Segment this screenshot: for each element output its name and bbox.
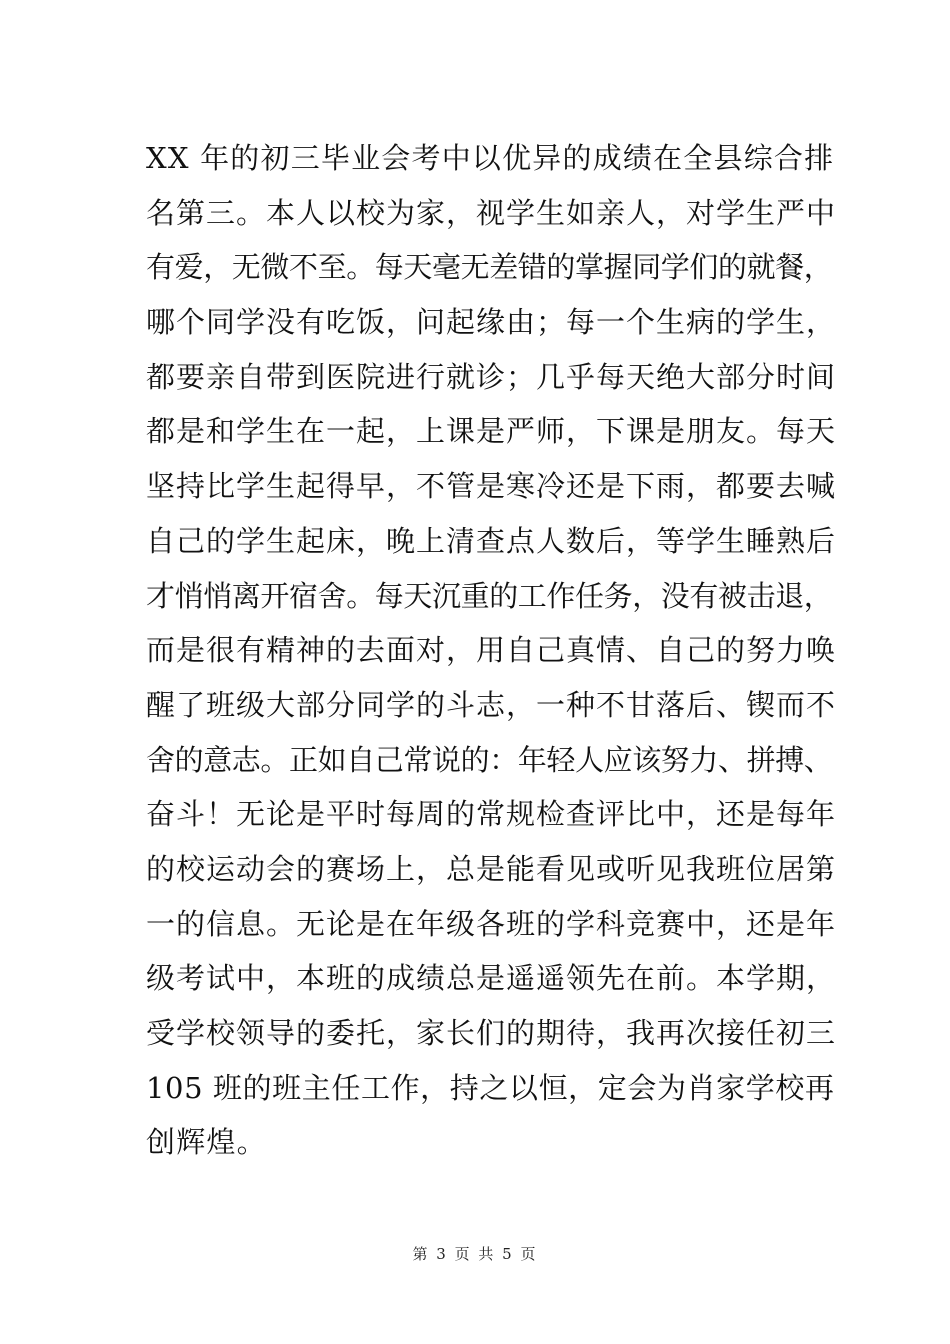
text-line: 105 班的班主任工作，持之以恒，定会为肖家学校再 [146,1070,835,1105]
text-line: 舍的意志。正如自己常说的：年轻人应该努力、拼搏、 [146,742,833,777]
text-line: 都是和学生在一起，上课是严师，下课是朋友。每天 [146,414,837,449]
text-line: 名第三。本人以校为家，视学生如亲人，对学生严中 [146,195,837,230]
text-line: 有爱，无微不至。每天毫无差错的掌握同学们的就餐， [146,250,833,285]
body-paragraph [146,134,836,1173]
text-line: 才悄悄离开宿舍。每天沉重的工作任务，没有被击退， [146,578,833,613]
text-line: 奋斗！无论是平时每周的常规检查评比中，还是每年 [146,797,837,832]
text-line: 哪个同学没有吃饭，问起缘由；每一个生病的学生， [146,305,837,340]
text-line: 创辉煌。 [146,1125,267,1160]
text-line: XX 年的初三毕业会考中以优异的成绩在全县综合排 [146,141,835,175]
page-number-footer: 第 3 页 共 5 页 [412,1245,538,1263]
text-line: 级考试中，本班的成绩总是遥遥领先在前。本学期， [146,961,837,996]
text-line: 而是很有精神的去面对，用自己真情、自己的努力唤 [146,633,837,668]
text-line: 醒了班级大部分同学的斗志，一种不甘落后、锲而不 [146,687,837,722]
text-line: 自己的学生起床，晚上清查点人数后，等学生睡熟后 [146,523,837,558]
text-line: 都要亲自带到医院进行就诊；几乎每天绝大部分时间 [146,359,837,394]
text-line: 的校运动会的赛场上，总是能看见或听见我班位居第 [146,851,837,886]
text-line: 坚持比学生起得早，不管是寒冷还是下雨，都要去喊 [146,469,837,504]
text-line: 一的信息。无论是在年级各班的学科竞赛中，还是年 [146,906,837,941]
text-line: 受学校领导的委托，家长们的期待，我再次接任初三 [146,1016,837,1050]
